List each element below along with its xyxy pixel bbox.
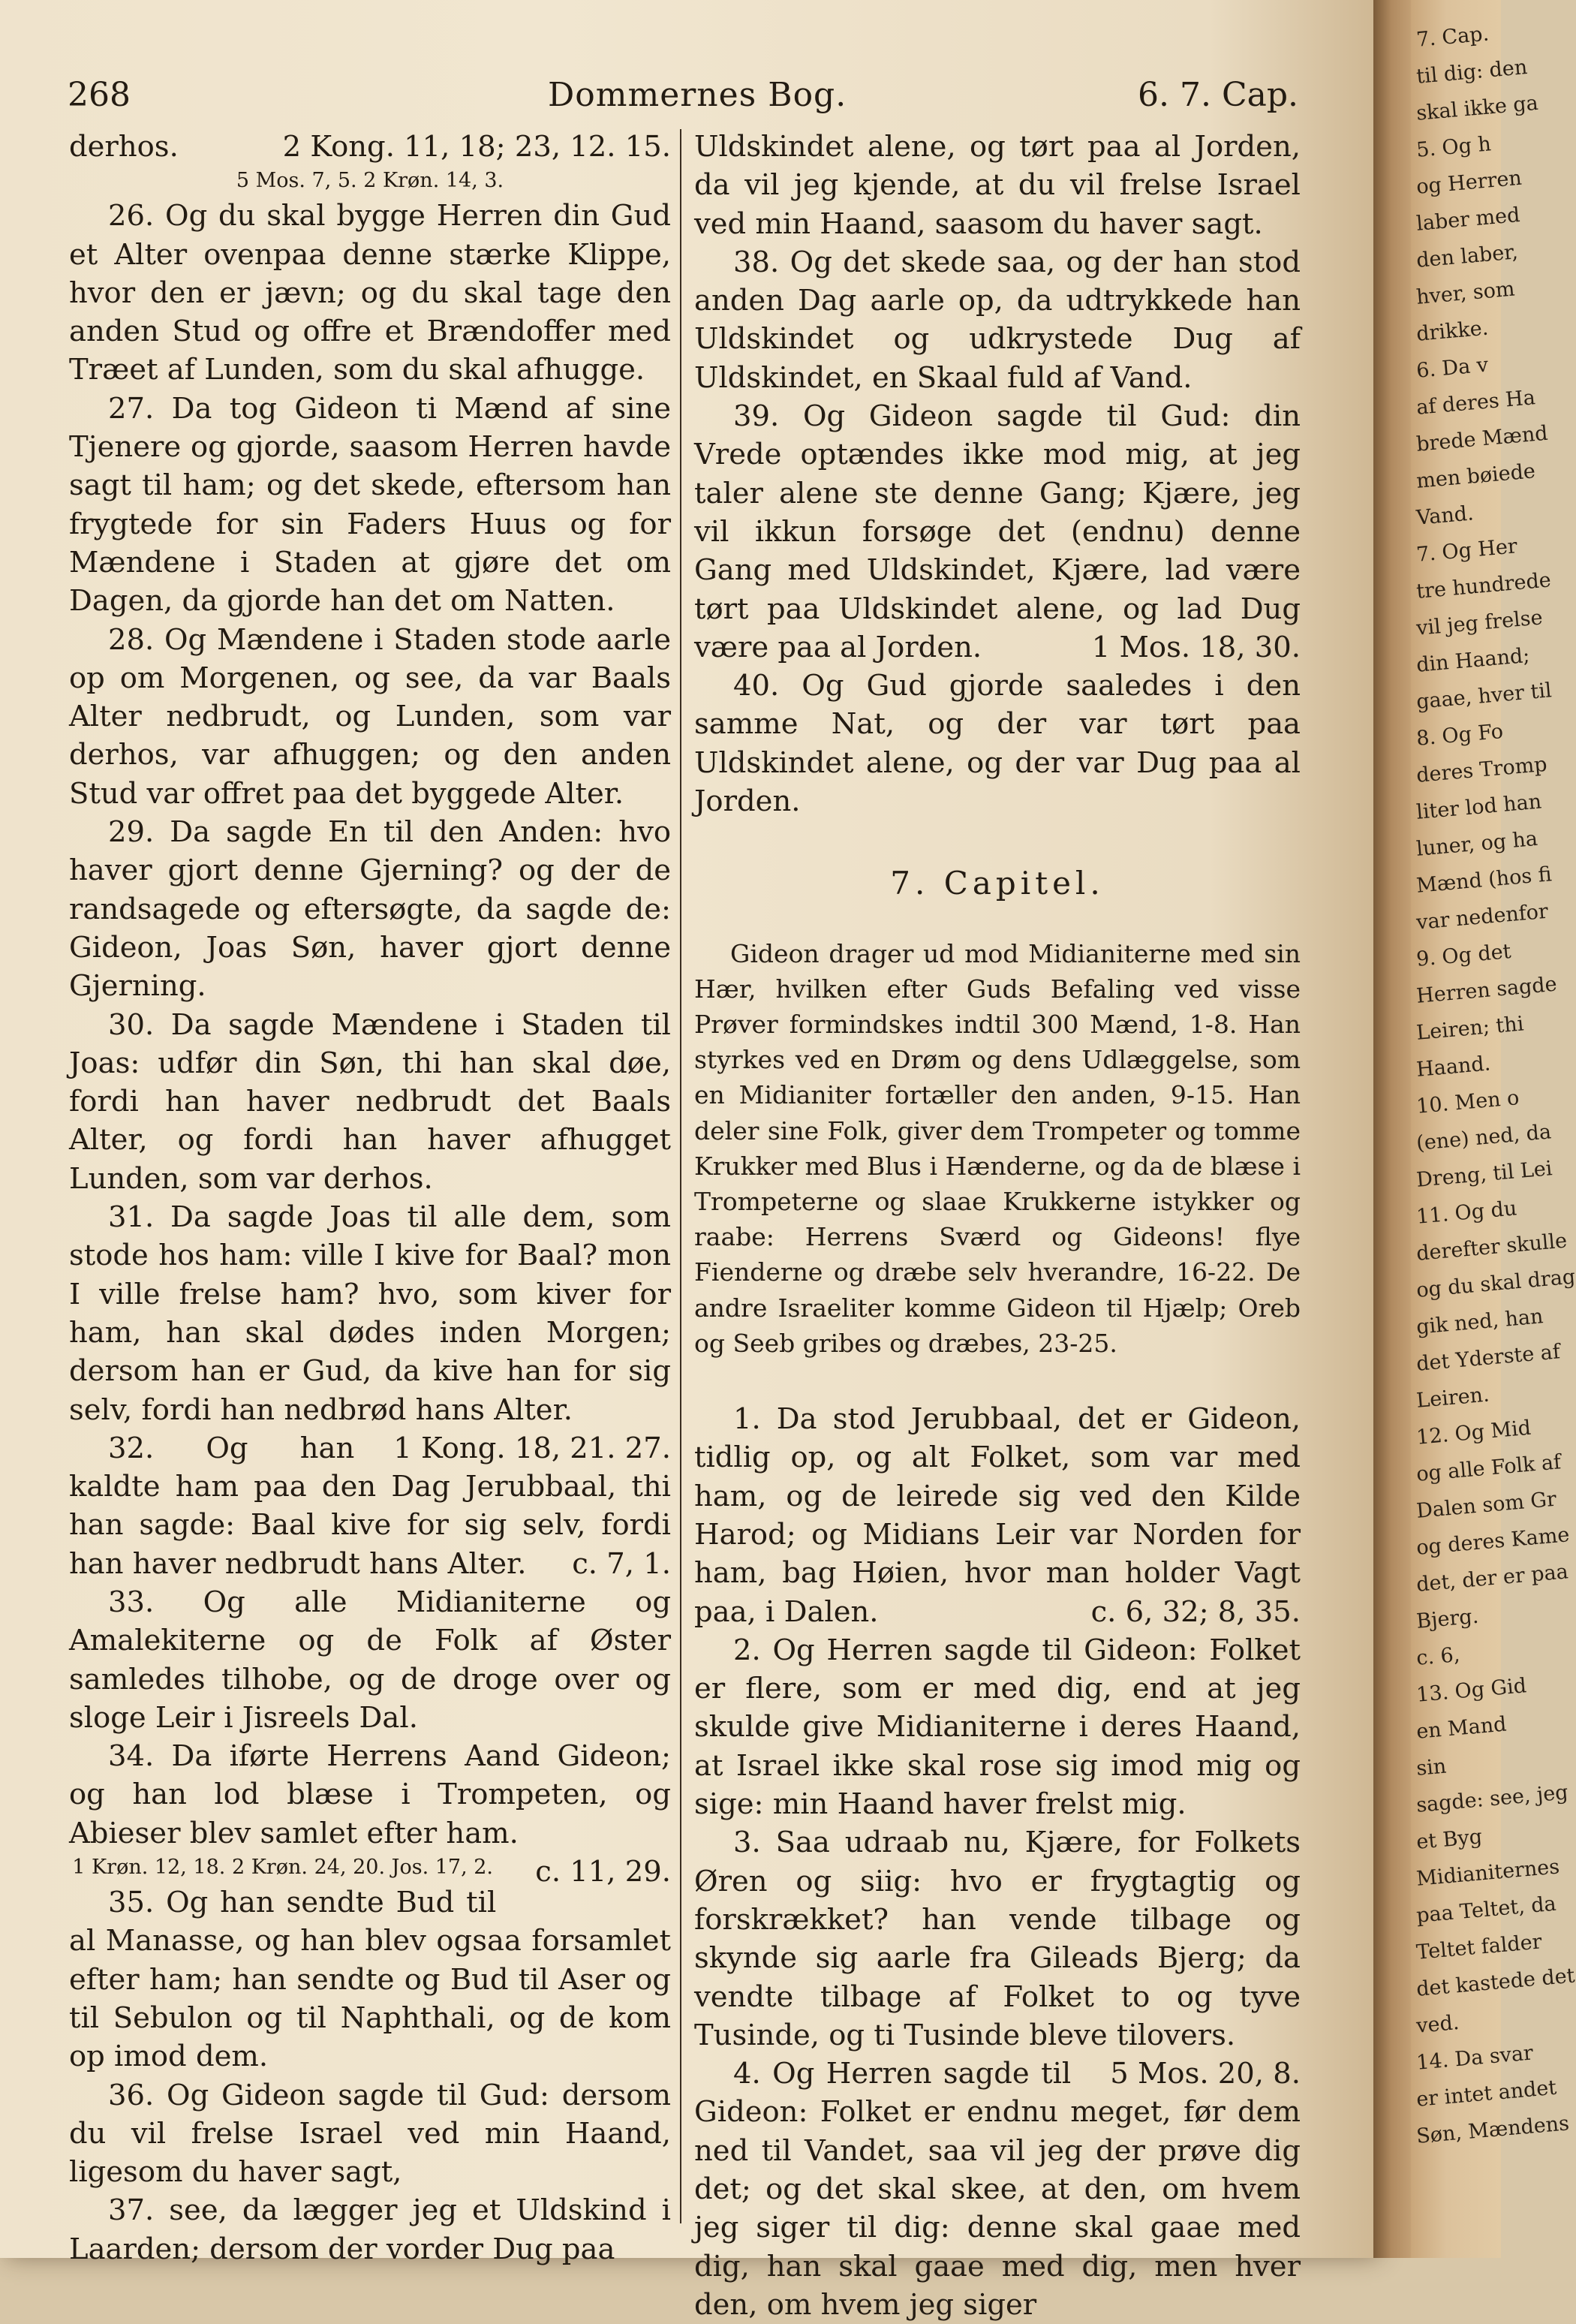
verse xyxy=(69,1006,671,1198)
verse-text: 32. Og han kaldte ham paa den Dag Jerubbaal, thi han sagde: Baal kive for sig selv, fordi han haver nedbrudt hans Alter. xyxy=(69,1431,671,1581)
facing-page-fragment: 13. Og Gid xyxy=(1415,1674,1528,1707)
facing-page-fragment: gik ned, han xyxy=(1415,1305,1544,1339)
facing-page-fragment: 6. Da v xyxy=(1415,353,1490,383)
facing-page-fragment: 5. Og h xyxy=(1415,132,1493,162)
verse-reference: c. 11, 29. xyxy=(535,1855,671,1889)
facing-page-fragment: det kastede det xyxy=(1415,1964,1576,2001)
running-header xyxy=(68,69,1298,122)
verse-text: derhos. xyxy=(69,130,179,164)
facing-page-fragment: deres Tromp xyxy=(1415,752,1548,787)
facing-page-fragment: tre hundrede xyxy=(1415,568,1552,604)
facing-page-fragment: var nedenfor xyxy=(1415,899,1550,935)
page-number: 268 xyxy=(68,76,131,114)
facing-page-fragment: Midianiternes xyxy=(1415,1855,1561,1891)
chapter-summary: Gideon drager ud mod Midianiterne med sin Hær, hvilken efter Guds Befaling ved visse Prøver formindskes indtil 300 Mænd, 1-8. Han styrkes ved en Drøm og dens Udlæggelse, som en Midianiter fortæller den anden, 9-15. Han deler sine Folk, giver dem Trompeter og tomme Krukker med Blus i Hænderne, og da de blæse i Trompeterne og slaae Krukkerne istykker og raabe: Herrens Sværd og Gideons! flye Fienderne og dræbe selv hverandre, 16-22. De andre Israeliter komme Gideon til Hjælp; Oreb og Seeb gribes og dræbes, 23-25. xyxy=(694,938,1301,1358)
facing-page-fragment: og alle Folk af xyxy=(1415,1450,1562,1486)
verse-text: 38. Og det skede saa, og der han stod anden Dag aarle op, da udtrykkede han Uldskindet og udkrystede Dug af Uldskindet, en Skaal fuld af Vand. xyxy=(694,245,1301,395)
verse-text: 30. Da sagde Mændene i Staden til Joas: udfør din Søn, thi han skal døe, fordi han haver nedbrudt det Baals Alter, og fordi han haver afhugget Lunden, som var derhos. xyxy=(69,1007,671,1196)
verse-text: 26. Og du skal bygge Herren din Gud et Alter ovenpaa denne stærke Klippe, hvor den er jævn; og du skal tage den anden Stud og offre et Brændoffer med Træet af Lunden, som du skal afhugge. xyxy=(69,199,671,387)
right-column xyxy=(694,128,1301,2324)
facing-page-fragment: Søn, Mændens xyxy=(1415,2112,1571,2148)
verse-text: 2. Og Herren sagde til Gideon: Folket er flere, som er med dig, end at jeg skulde give Midianiterne i deres Haand, at Israel ikke skal rose sig imod mig og sige: min Haand haver frelst mig. xyxy=(694,1633,1301,1822)
facing-page-fragment: 8. Og Fo xyxy=(1415,719,1505,751)
verse-reference: 1 Kong. 18, 21. 27. xyxy=(393,1431,671,1465)
facing-page-fragment: Vand. xyxy=(1415,501,1475,530)
verse-text: Uldskindet alene, og tørt paa al Jorden, da vil jeg kjende, at du vil frelse Israel ved min Haand, saasom du haver sagt. xyxy=(694,130,1301,241)
facing-page-fragment: sagde: see, jeg xyxy=(1415,1781,1569,1817)
verse xyxy=(694,1823,1301,2091)
facing-page-fragment: Mænd (hos fi xyxy=(1415,862,1553,898)
facing-page-fragment: brede Mænd xyxy=(1415,421,1549,456)
verse-text: 35. Og han sendte Bud til al Manasse, og han blev ogsaa forsamlet efter ham; han sendte og Bud til Aser og til Sebulon og til Naphthali, og de kom op imod dem. xyxy=(69,1886,671,2074)
facing-page-fragment: luner, og ha xyxy=(1415,826,1539,861)
facing-page-fragment: 9. Og det xyxy=(1415,939,1512,971)
verse xyxy=(694,243,1301,397)
facing-page-fragment: Leiren; thi xyxy=(1415,1012,1525,1045)
facing-page-fragment: gaae, hver til xyxy=(1415,679,1553,714)
verse xyxy=(694,2055,1301,2324)
facing-page xyxy=(1411,0,1576,2258)
verse-reference: c. 6, 32; 8, 35. xyxy=(1090,1594,1301,1629)
verse-text: 40. Og Gud gjorde saaledes i den samme Nat, og der var tørt paa Uldskindet alene, og der var Dug paa al Jorden. xyxy=(694,669,1301,819)
verse xyxy=(69,1883,671,2076)
facing-page-fragment: og du skal drag xyxy=(1415,1265,1576,1302)
facing-page-fragment: den laber, xyxy=(1415,240,1519,272)
verse-text: 29. Da sagde En til den Anden: hvo haver gjort denne Gjerning? og der de randsagede og eftersøgte, da sagde de: Gideon, Joas Søn, haver gjort denne Gjerning. xyxy=(69,815,671,1004)
facing-page-fragment: (ene) ned, da xyxy=(1415,1120,1553,1155)
verse-text: 1. Da stod Jerubbaal, det er Gideon, tidlig op, og alt Folket, som var med ham, og de leirede sig ved den Kilde Harod; og Midians Leir var Norden for ham, bag Høien, hvor man holder Vagt paa, i Dalen. xyxy=(694,1402,1301,1629)
verse xyxy=(69,390,671,621)
facing-page-fragment: og Herren xyxy=(1415,166,1523,199)
facing-page-fragment: er intet andet xyxy=(1415,2076,1558,2112)
facing-page-fragment: 7. Og Her xyxy=(1415,534,1518,567)
facing-page-fragment: hver, som xyxy=(1415,277,1516,309)
verse xyxy=(69,1198,671,1465)
facing-page-fragment: og deres Kame xyxy=(1415,1523,1571,1560)
verse-text: 39. Og Gideon sagde til Gud: din Vrede optændes ikke mod mig, at jeg taler alene ste denne Gang; Kjære, jeg vil ikkun forsøge det (endnu) denne Gang med Uldskindet, Kjære, lad være tørt paa Uldskindet alene, og lad Dug være paa al Jorden. xyxy=(694,399,1301,664)
facing-page-fragment: vil jeg frelse xyxy=(1415,606,1544,640)
verse-text: 36. Og Gideon sagde til Gud: dersom du vil frelse Israel ved min Haand, ligesom du haver sagt, xyxy=(69,2078,671,2190)
facing-page-fragment: derefter skulle xyxy=(1415,1229,1568,1266)
cross-reference: 5 Mos. 7, 5. 2 Krøn. 14, 3. xyxy=(236,169,504,193)
facing-page-fragment: et Byg xyxy=(1415,1825,1484,1854)
right-column-verses xyxy=(694,128,1301,820)
cross-reference: 1 Krøn. 12, 18. 2 Krøn. 24, 20. Jos. 17, 2. xyxy=(72,1856,494,1880)
verse-text: 3. Saa udraab nu, Kjære, for Folkets Øren og siig: hvo er frygtagtig og forskrækket? han vende tilbage og skynde sig aarle fra Gileads Bjerg; da vendte tilbage af Folket to og tyve Tusinde, og ti Tusinde bleve tilovers. xyxy=(694,1826,1301,2052)
column-divider xyxy=(680,129,681,2223)
verse-reference: 5 Mos. 20, 8. xyxy=(1110,2057,1301,2091)
facing-page-fragment: din Haand; xyxy=(1415,643,1531,677)
facing-page-fragment: sin xyxy=(1415,1754,1448,1781)
verse xyxy=(69,1583,671,1737)
facing-page-fragment: det, der er paa xyxy=(1415,1560,1569,1597)
facing-page-fragment: Teltet falder xyxy=(1415,1930,1543,1964)
facing-page-fragment: men bøiede xyxy=(1415,459,1537,493)
verse xyxy=(694,1631,1301,1823)
facing-page-fragment: Dreng, til Lei xyxy=(1415,1157,1553,1192)
verse xyxy=(69,2076,671,2192)
facing-page-fragment: paa Teltet, da xyxy=(1415,1892,1557,1928)
verse-reference: 2 Kong. 11, 18; 23, 12. 15. xyxy=(282,130,671,164)
chapter-verses xyxy=(694,1400,1301,2324)
verse xyxy=(694,1400,1301,1631)
verse xyxy=(694,397,1301,667)
verse-reference: 1 Mos. 18, 30. xyxy=(1091,630,1301,664)
verse-reference: c. 7, 1. xyxy=(572,1546,671,1581)
verse xyxy=(69,128,671,166)
facing-page-fragment: Dalen som Gr xyxy=(1415,1487,1558,1523)
chapter-title: 7. Capitel. xyxy=(890,865,1105,902)
facing-page-fragment: ved. xyxy=(1415,2011,1460,2038)
verse-text: 28. Og Mændene i Staden stode aarle op om Morgenen, og see, da var Baals Alter nedbrudt, og Lunden, som var derhos, var afhuggen; og den anden Stud var offret paa det byggede Alter. xyxy=(69,622,671,811)
facing-page-fragment: c. 6, xyxy=(1415,1642,1461,1670)
verse xyxy=(694,667,1301,820)
facing-page-fragment: en Mand xyxy=(1415,1712,1508,1744)
facing-page-fragment: 10. Men o xyxy=(1415,1086,1520,1118)
left-column xyxy=(69,128,671,2268)
facing-page-fragment: drikke. xyxy=(1415,316,1490,346)
facing-page-fragment: Bjerg. xyxy=(1415,1604,1480,1633)
facing-page-fragment: Haand. xyxy=(1415,1052,1492,1082)
chapter-reference: 6. 7. Cap. xyxy=(1138,76,1298,114)
verse xyxy=(69,621,671,813)
facing-page-fragment: af deres Ha xyxy=(1415,386,1537,420)
facing-page-fragment: Herren sagde xyxy=(1415,972,1558,1008)
verse-text: 37. see, da lægger jeg et Uldskind i Laarden; dersom der vorder Dug paa xyxy=(69,2193,671,2266)
verse xyxy=(69,813,671,1005)
facing-page-fragment: til dig: den xyxy=(1415,56,1529,89)
facing-page-fragment: det Yderste af xyxy=(1415,1340,1562,1376)
verse-text: 4. Og Herren sagde til Gideon: Folket er endnu meget, før dem ned til Vandet, saa vil jeg der prøve dig det; og det skal skee, at den, om hvem jeg siger til dig: denne skal gaae med dig, han skal gaae med dig, men hver den, om hvem jeg siger xyxy=(694,2057,1301,2322)
verse-text: 34. Da iførte Herrens Aand Gideon; og han lod blæse i Trompeten, og Abieser blev samlet efter ham. xyxy=(69,1739,671,1850)
facing-page-fragment: laber med xyxy=(1415,203,1521,236)
facing-page-fragment: 12. Og Mid xyxy=(1415,1416,1532,1449)
verse xyxy=(69,197,671,389)
book-title: Dommernes Bog. xyxy=(548,76,847,114)
verse-text: 27. Da tog Gideon ti Mænd af sine Tjenere og gjorde, saasom Herren havde sagt til ham; og det skede, eftersom han frygtede for sin Faders Huus og for Mændene i Staden at gjøre det om Dagen, da gjorde han det om Natten. xyxy=(69,391,671,619)
facing-page-fragment: Leiren. xyxy=(1415,1383,1490,1413)
verse xyxy=(69,2191,671,2268)
facing-page-fragment: 7. Cap. xyxy=(1415,22,1490,52)
facing-page-fragment: 11. Og du xyxy=(1415,1197,1518,1229)
facing-page-fragment: 14. Da svar xyxy=(1415,2041,1535,2075)
verse-text: 31. Da sagde Joas til alle dem, som stode hos ham: ville I kive for Baal? mon I ville frelse ham? hvo, som kiver for ham, han skal dødes inden Morgen; dersom han er Gud, da kive han for sig selv, fordi han nedbrød hans Alter. xyxy=(69,1200,671,1427)
facing-page-fragment: skal ikke ga xyxy=(1415,91,1539,125)
facing-page-fragment: liter lod han xyxy=(1415,790,1543,824)
verse-text: 33. Og alle Midianiterne og Amalekiterne og de Folk af Øster samledes tilhobe, og de droge over og sloge Leir i Jisreels Dal. xyxy=(69,1585,671,1735)
verse xyxy=(694,128,1301,243)
